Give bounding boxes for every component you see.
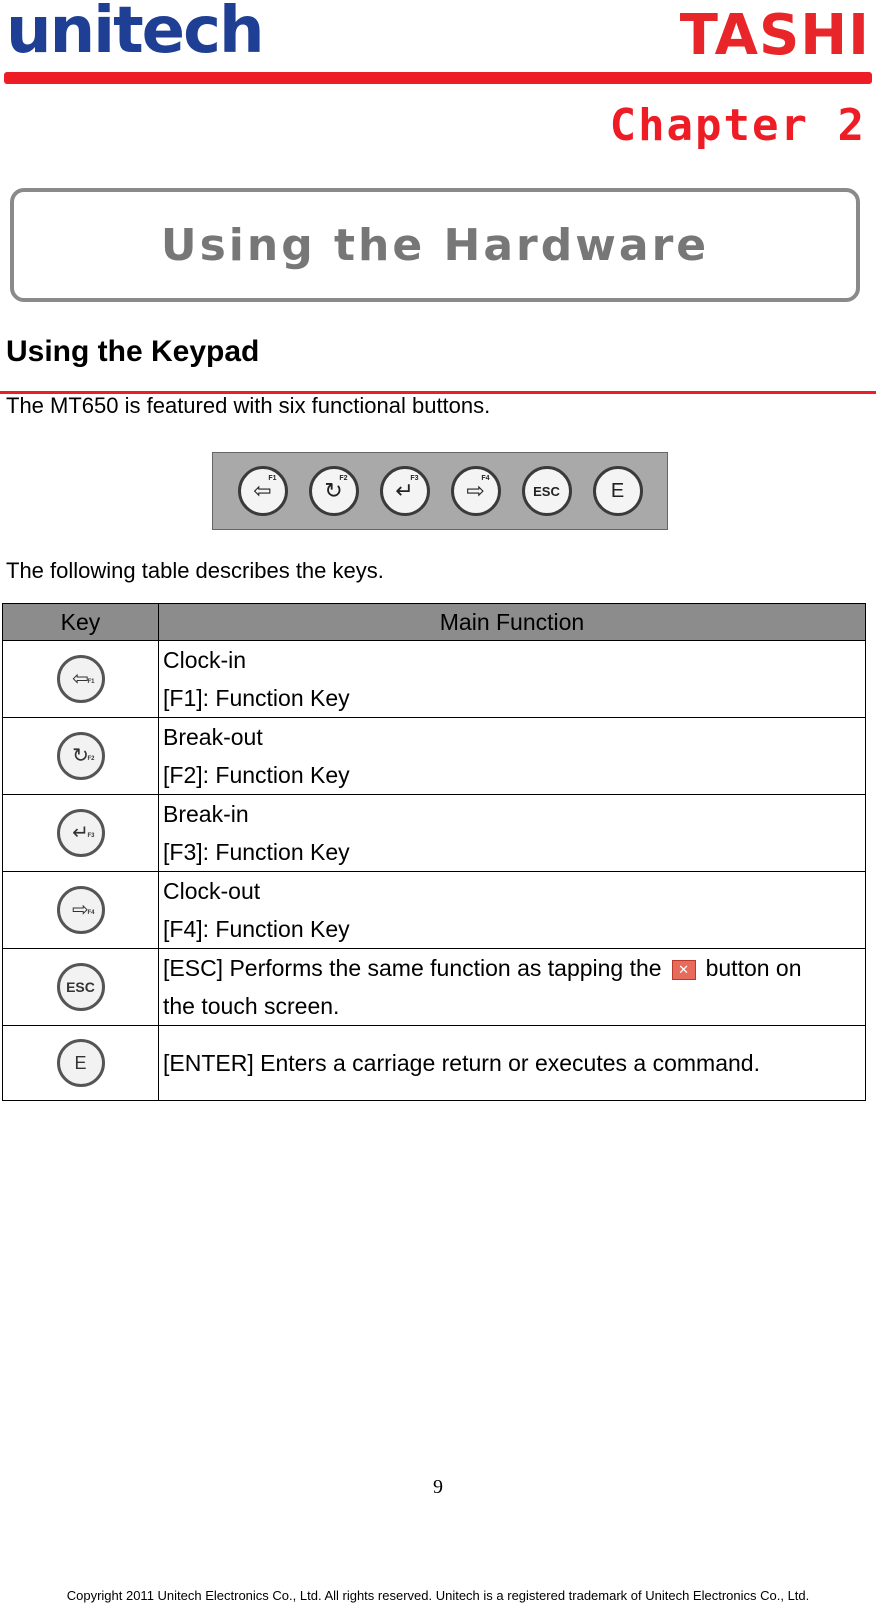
enter-key-label: E bbox=[610, 479, 625, 502]
keys-table bbox=[2, 603, 866, 1101]
table-row bbox=[3, 718, 866, 795]
function-key: [F4]: Function Key bbox=[163, 916, 350, 942]
key-cell bbox=[3, 949, 159, 1026]
key-cell bbox=[3, 872, 159, 949]
f2-key-icon bbox=[309, 466, 359, 516]
section-heading: Using the Keypad bbox=[6, 335, 260, 368]
table-header-row bbox=[3, 604, 866, 641]
chapter-title-box bbox=[10, 188, 860, 302]
f3-key-glyph: ↵ bbox=[395, 478, 414, 503]
function-name: Clock-in bbox=[163, 647, 247, 673]
key-cell bbox=[3, 641, 159, 718]
chapter-label: Chapter 2 bbox=[609, 100, 866, 151]
table-row bbox=[3, 795, 866, 872]
copyright-footer: Copyright 2011 Unitech Electronics Co., Ltd. All rights reserved. Unitech is a registered trademark of Unitech Electronics Co., Ltd. bbox=[66, 1588, 810, 1603]
f2-key-icon bbox=[57, 732, 105, 780]
f1-key-label: F1 bbox=[87, 679, 95, 685]
key-cell bbox=[3, 718, 159, 795]
function-cell bbox=[159, 872, 866, 949]
esc-key-icon bbox=[57, 963, 105, 1011]
table-intro-text: The following table describes the keys. bbox=[6, 558, 384, 583]
f4-key-icon bbox=[57, 886, 105, 934]
close-x-icon: ✕ bbox=[672, 960, 696, 980]
enter-key-label: E bbox=[74, 1053, 87, 1073]
f1-key-icon bbox=[238, 466, 288, 516]
table-row bbox=[3, 949, 866, 1026]
chapter-title: Using the Hardware bbox=[160, 219, 710, 271]
esc-description-part2: button on bbox=[705, 955, 802, 981]
function-cell bbox=[159, 718, 866, 795]
header-red-bar bbox=[4, 72, 872, 84]
f3-key-label: F3 bbox=[410, 475, 419, 482]
page-number: 9 bbox=[433, 1476, 443, 1498]
f1-key-label: F1 bbox=[268, 475, 277, 482]
f1-key-icon bbox=[57, 655, 105, 703]
enter-key-icon bbox=[593, 466, 643, 516]
f2-key-label: F2 bbox=[87, 756, 95, 762]
esc-description-part3: the touch screen. bbox=[163, 993, 340, 1019]
f3-key-label: F3 bbox=[87, 833, 95, 839]
f4-key-icon bbox=[451, 466, 501, 516]
f3-key-icon bbox=[380, 466, 430, 516]
keypad-image bbox=[212, 452, 668, 530]
unitech-logo: unitech bbox=[6, 0, 263, 68]
f3-key-glyph: ↵ bbox=[72, 822, 89, 844]
key-cell bbox=[3, 795, 159, 872]
esc-description-part1: [ESC] Performs the same function as tapping the bbox=[163, 955, 662, 981]
function-name: Break-in bbox=[163, 801, 249, 827]
f4-key-label: F4 bbox=[481, 475, 490, 482]
f3-key-icon bbox=[57, 809, 105, 857]
esc-key-label: ESC bbox=[66, 979, 95, 995]
function-name: Break-out bbox=[163, 724, 263, 750]
function-cell bbox=[159, 641, 866, 718]
f2-key-glyph: ↻ bbox=[72, 745, 89, 767]
f2-key-glyph: ↻ bbox=[324, 478, 343, 503]
intro-text: The MT650 is featured with six functional buttons. bbox=[6, 393, 491, 418]
key-cell bbox=[3, 1026, 159, 1101]
f2-key-label: F2 bbox=[339, 475, 348, 482]
function-cell bbox=[159, 795, 866, 872]
enter-description: [ENTER] Enters a carriage return or executes a command. bbox=[163, 1050, 760, 1076]
function-key: [F2]: Function Key bbox=[163, 762, 350, 788]
function-column-header: Main Function bbox=[159, 604, 866, 641]
function-key: [F3]: Function Key bbox=[163, 839, 350, 865]
esc-description-line bbox=[163, 949, 865, 987]
f4-key-label: F4 bbox=[87, 910, 95, 916]
function-key: [F1]: Function Key bbox=[163, 685, 350, 711]
function-name: Clock-out bbox=[163, 878, 261, 904]
function-cell bbox=[159, 949, 866, 1026]
enter-key-icon bbox=[57, 1039, 105, 1087]
key-column-header: Key bbox=[3, 604, 159, 641]
table-row bbox=[3, 641, 866, 718]
esc-key-label: ESC bbox=[533, 483, 560, 499]
esc-key-icon bbox=[522, 466, 572, 516]
table-row bbox=[3, 1026, 866, 1101]
f4-key-glyph: ⇨ bbox=[466, 478, 485, 503]
f4-key-glyph: ⇨ bbox=[72, 899, 89, 921]
tashi-logo: TASHI bbox=[679, 3, 870, 68]
function-cell bbox=[159, 1026, 866, 1101]
f1-key-glyph: ⇦ bbox=[253, 478, 272, 503]
table-row bbox=[3, 872, 866, 949]
f1-key-glyph: ⇦ bbox=[72, 668, 89, 690]
